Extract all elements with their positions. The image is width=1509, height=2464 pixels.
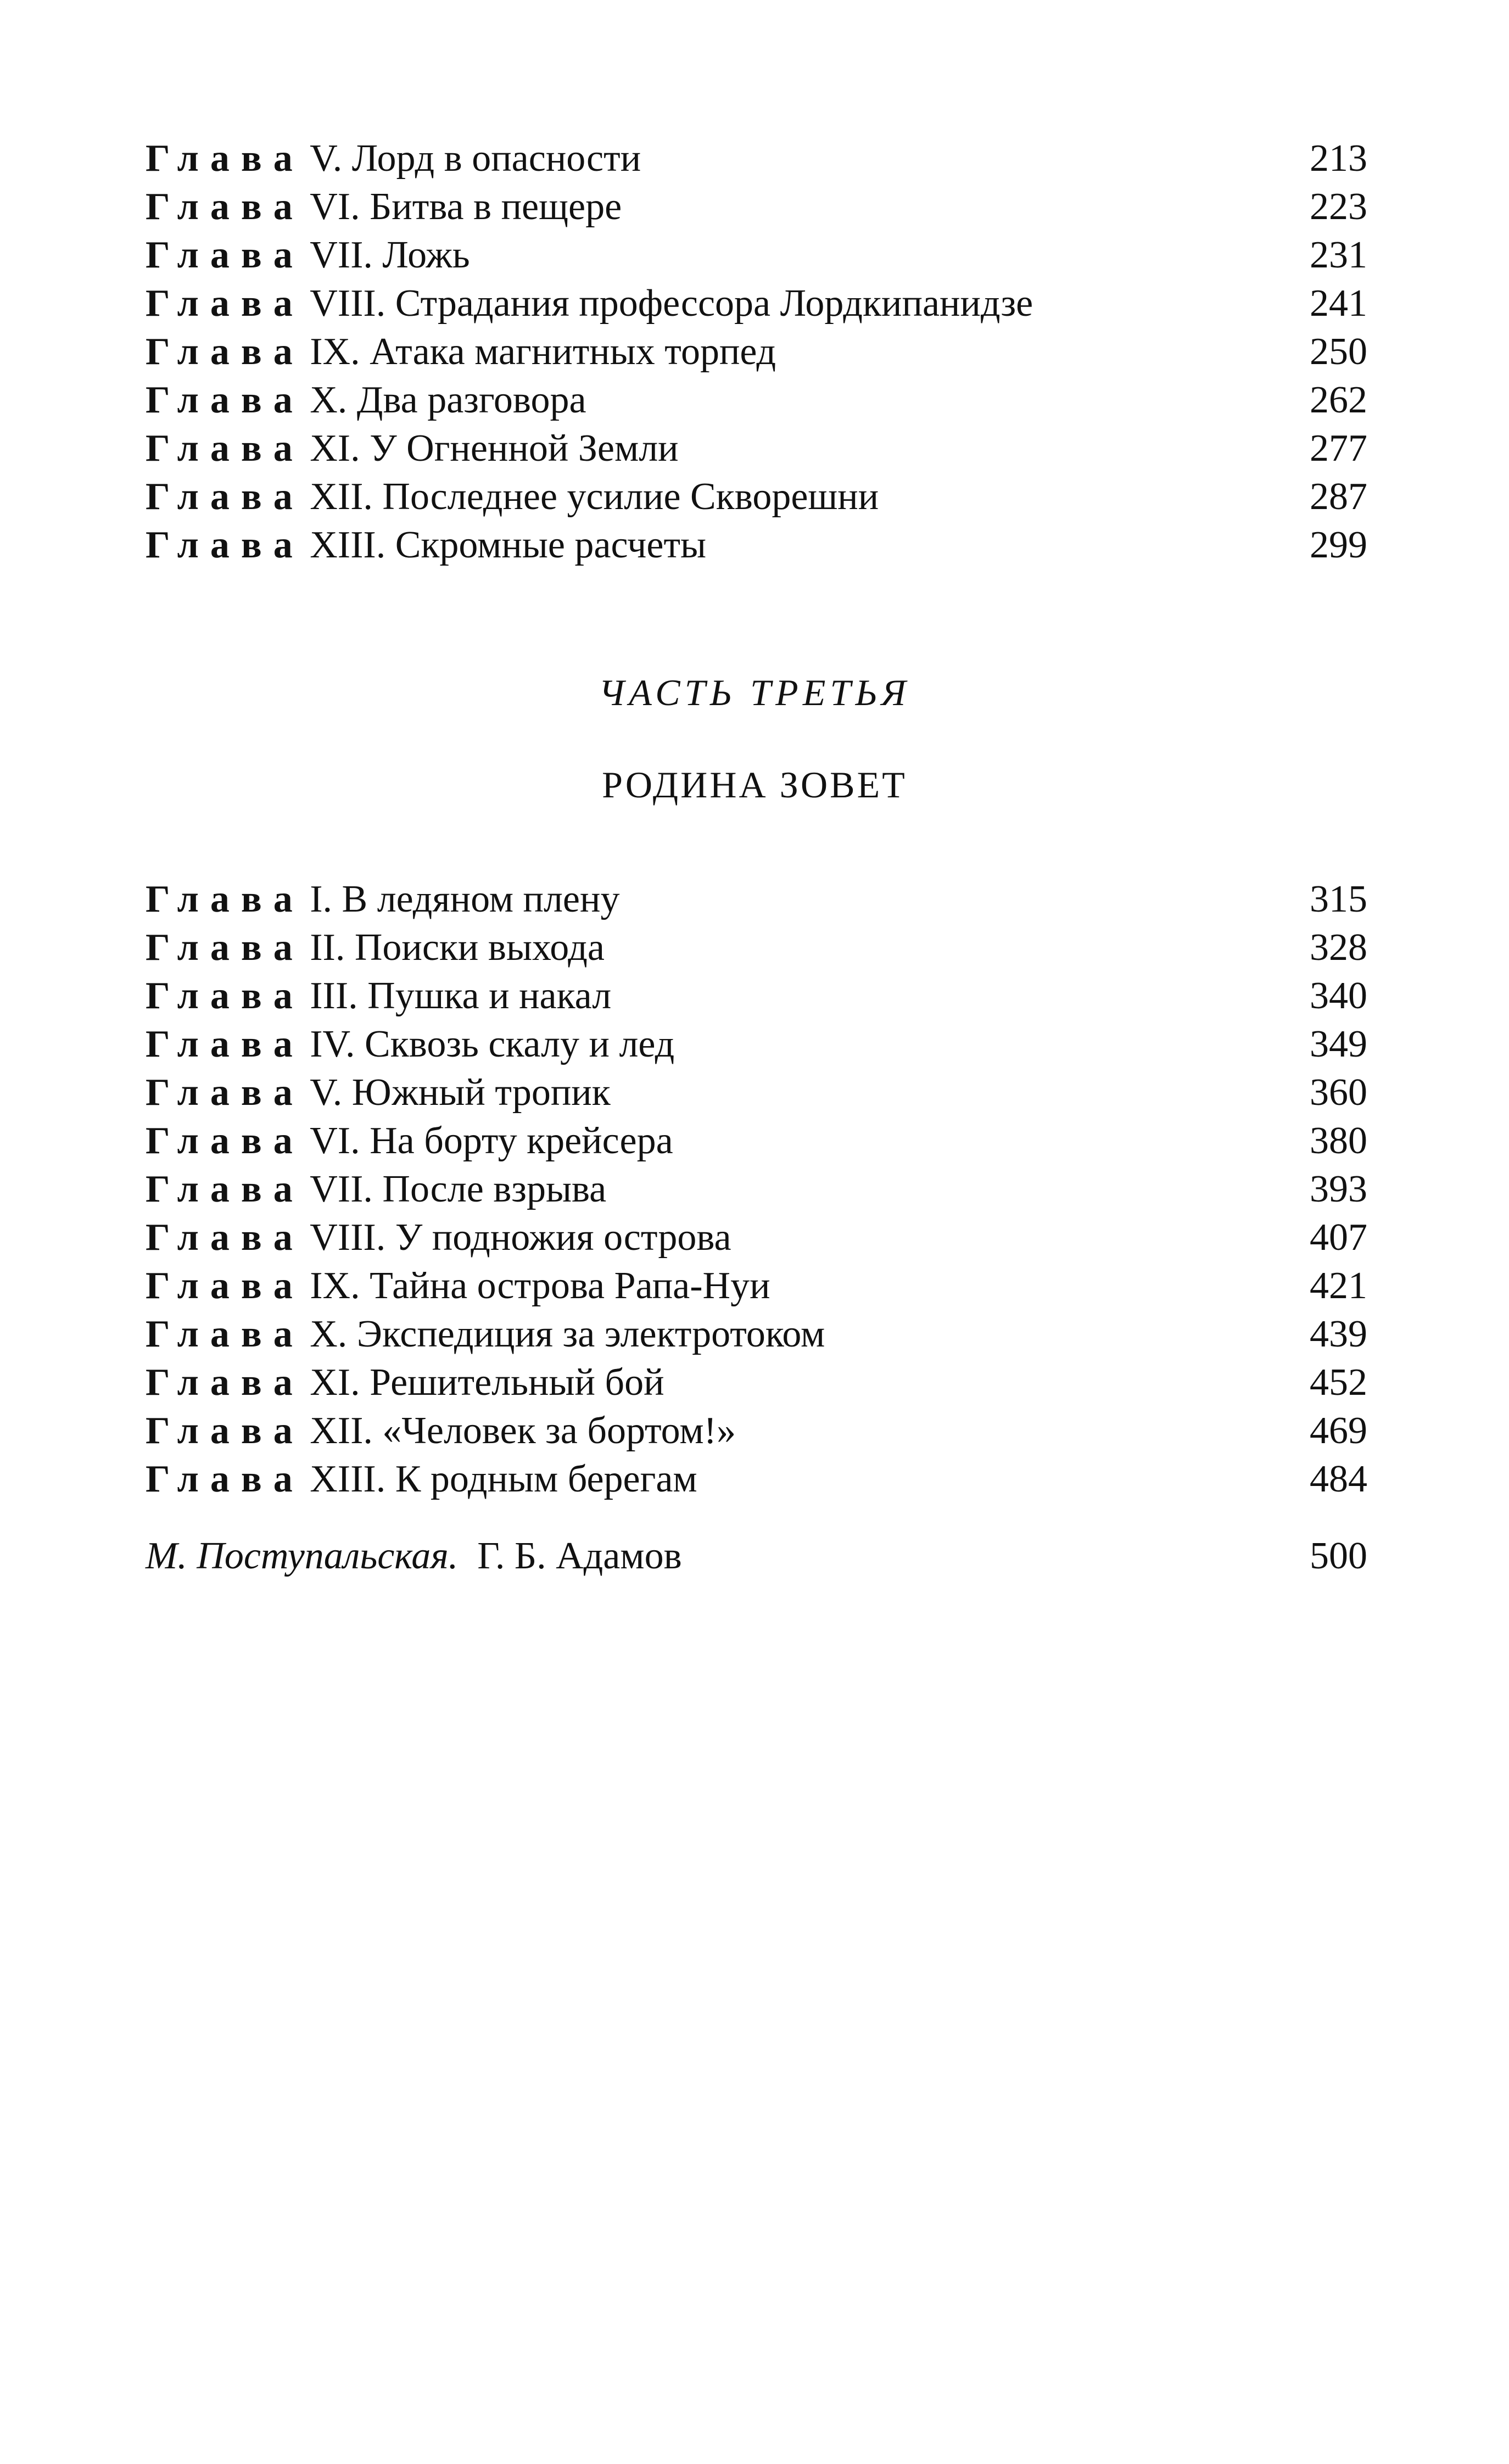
part3-chapter-list — [146, 875, 1367, 1504]
chapter-title: X. Два разговора — [310, 379, 586, 421]
chapter-word: Глава — [146, 1216, 304, 1259]
page-number: 340 — [1310, 975, 1367, 1017]
toc-entry — [146, 473, 1367, 521]
chapter-word: Глава — [146, 234, 304, 276]
page-number: 287 — [1310, 476, 1367, 518]
toc-entry — [146, 521, 1367, 569]
chapter-title: IV. Сквозь скалу и лед — [310, 1023, 675, 1065]
chapter-word: Глава — [146, 1071, 304, 1114]
chapter-word: Глава — [146, 975, 304, 1017]
chapter-word: Глава — [146, 476, 304, 518]
part-title: РОДИНА ЗОВЕТ — [602, 764, 907, 806]
afterword-author: М. Поступальская. — [146, 1535, 459, 1577]
toc-entry — [146, 280, 1367, 328]
chapter-title: XII. «Человек за бортом!» — [310, 1410, 736, 1452]
page-number: 360 — [1310, 1071, 1367, 1114]
page-number: 421 — [1310, 1265, 1367, 1307]
page-number: 315 — [1310, 878, 1367, 920]
page-number: 328 — [1310, 926, 1367, 969]
chapter-title: XII. Последнее усилие Скворешни — [310, 476, 879, 518]
page-number: 299 — [1310, 524, 1367, 566]
page-number: 380 — [1310, 1120, 1367, 1162]
toc-entry — [146, 1359, 1367, 1407]
chapter-title: VI. Битва в пещере — [310, 186, 622, 228]
page-number: 469 — [1310, 1410, 1367, 1452]
toc-entry — [146, 376, 1367, 424]
chapter-title: VI. На борту крейсера — [310, 1120, 673, 1162]
toc-entry — [146, 924, 1367, 972]
chapter-title: V. Южный тропик — [310, 1071, 611, 1114]
toc-entry — [146, 424, 1367, 473]
chapter-title: III. Пушка и накал — [310, 975, 612, 1017]
chapter-word: Глава — [146, 1361, 304, 1404]
chapter-title: VII. Ложь — [310, 234, 470, 276]
chapter-word: Глава — [146, 878, 304, 920]
toc-entry — [146, 135, 1367, 183]
chapter-word: Глава — [146, 331, 304, 373]
chapter-word: Глава — [146, 282, 304, 325]
chapter-word: Глава — [146, 1458, 304, 1500]
chapter-title: V. Лорд в опасности — [310, 137, 641, 180]
page-number: 439 — [1310, 1313, 1367, 1355]
page-number: 484 — [1310, 1458, 1367, 1500]
chapter-word: Глава — [146, 379, 304, 421]
page-number: 262 — [1310, 379, 1367, 421]
part-label: ЧАСТЬ ТРЕТЬЯ — [599, 672, 910, 713]
toc-entry — [146, 1407, 1367, 1455]
afterword-title: Г. Б. Адамов — [477, 1535, 682, 1577]
chapter-word: Глава — [146, 137, 304, 180]
chapter-title: IX. Атака магнитных торпед — [310, 331, 776, 373]
page-number: 349 — [1310, 1023, 1367, 1065]
chapter-word: Глава — [146, 524, 304, 566]
toc-entry — [146, 328, 1367, 376]
chapter-title: I. В ледяном плену — [310, 878, 620, 920]
toc-entry — [146, 972, 1367, 1020]
chapter-title: IX. Тайна острова Рапа-Нуи — [310, 1265, 770, 1307]
toc-entry — [146, 1262, 1367, 1310]
toc-entry — [146, 231, 1367, 280]
chapter-title: XI. Решительный бой — [310, 1361, 664, 1404]
toc-entry — [146, 875, 1367, 924]
toc-entry — [146, 1020, 1367, 1069]
chapter-title: VII. После взрыва — [310, 1168, 607, 1210]
page-number: 241 — [1310, 282, 1367, 325]
chapter-word: Глава — [146, 1410, 304, 1452]
page-number: 231 — [1310, 234, 1367, 276]
page-number: 407 — [1310, 1216, 1367, 1259]
chapter-title: VIII. У подножия острова — [310, 1216, 731, 1259]
chapter-word: Глава — [146, 1265, 304, 1307]
part2-chapter-list — [146, 135, 1367, 569]
toc-entry — [146, 1069, 1367, 1117]
toc-entry — [146, 1214, 1367, 1262]
chapter-word: Глава — [146, 427, 304, 470]
chapter-title: XIII. К родным берегам — [310, 1458, 697, 1500]
page-number: 223 — [1310, 186, 1367, 228]
chapter-word: Глава — [146, 1023, 304, 1065]
afterword-entry — [146, 1532, 1367, 1580]
toc-entry — [146, 1117, 1367, 1165]
page-number: 277 — [1310, 427, 1367, 470]
chapter-title: II. Поиски выхода — [310, 926, 605, 969]
toc-entry — [146, 183, 1367, 231]
afterword-page: 500 — [1310, 1535, 1367, 1577]
chapter-title: XIII. Скромные расчеты — [310, 524, 707, 566]
page-number: 250 — [1310, 331, 1367, 373]
page-number: 393 — [1310, 1168, 1367, 1210]
page-number: 452 — [1310, 1361, 1367, 1404]
toc-entry — [146, 1165, 1367, 1214]
chapter-word: Глава — [146, 1313, 304, 1355]
chapter-title: X. Экспедиция за электротоком — [310, 1313, 825, 1355]
chapter-word: Глава — [146, 1168, 304, 1210]
chapter-word: Глава — [146, 186, 304, 228]
chapter-title: XI. У Огненной Земли — [310, 427, 679, 470]
page-number: 213 — [1310, 137, 1367, 180]
toc-entry — [146, 1455, 1367, 1504]
toc-entry — [146, 1310, 1367, 1359]
chapter-word: Глава — [146, 1120, 304, 1162]
chapter-title: VIII. Страдания профессора Лордкипанидзе — [310, 282, 1033, 325]
chapter-word: Глава — [146, 926, 304, 969]
